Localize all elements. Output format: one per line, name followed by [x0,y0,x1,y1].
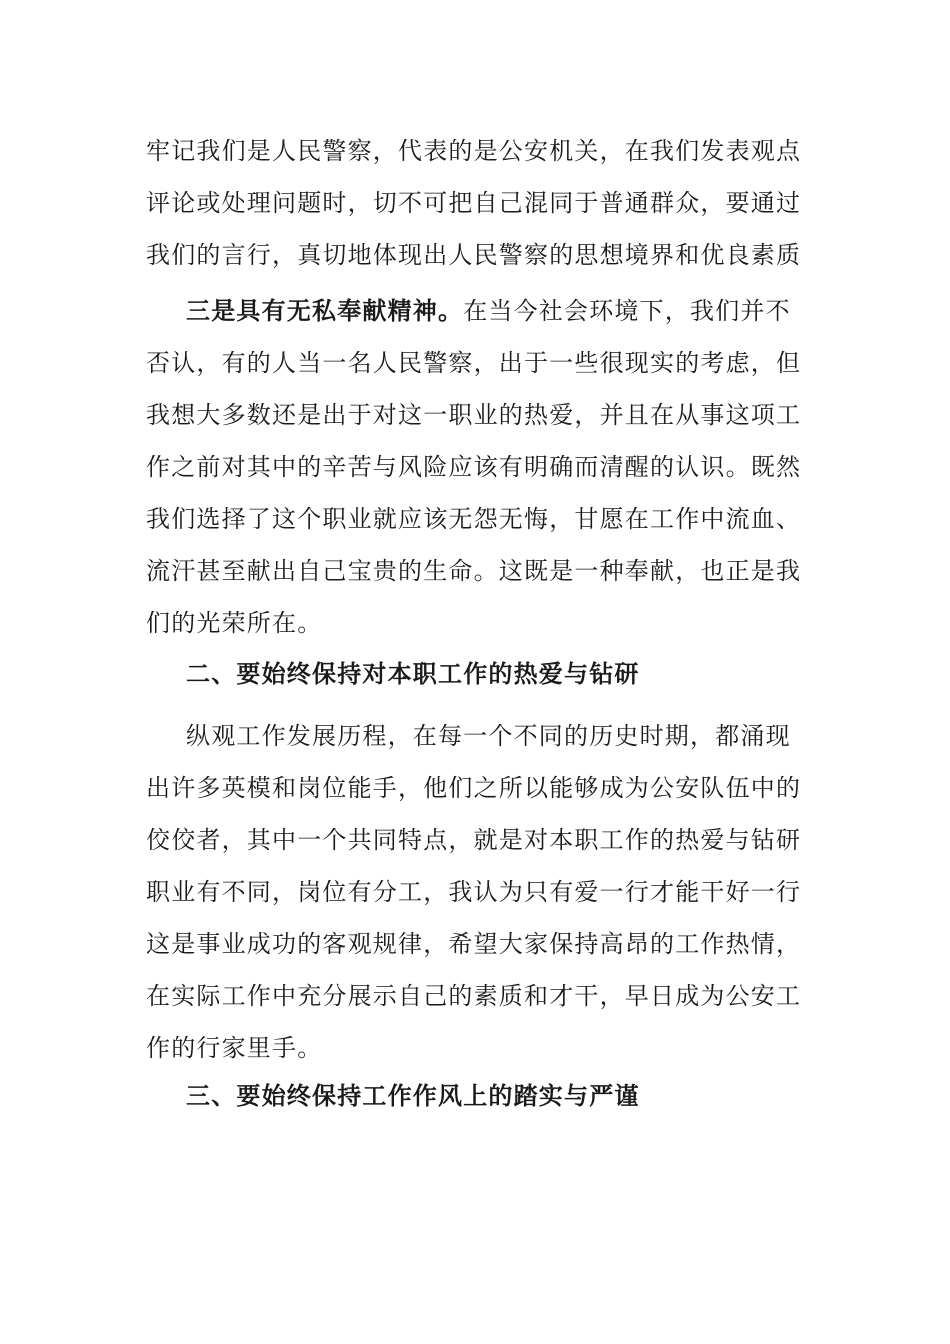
paragraph-3-line: 佼佼者，其中一个共同特点，就是对本职工作的热爱与钻研 [146,826,802,854]
paragraph-2-lead-rest: 在当今社会环境下，我们并不 [463,297,791,325]
paragraph-3-line: 这是事业成功的客观规律，希望大家保持高昂的工作热情， [146,930,802,958]
paragraph-3-line: 作的行家里手。 [146,1034,323,1062]
paragraph-3 [146,710,810,1074]
section-heading-2: 二、要始终保持对本职工作的热爱与钻研 [186,659,640,688]
paragraph-2-line: 作之前对其中的辛苦与风险应该有明确而清醒的认识。既然 [146,453,802,481]
paragraph-2-line: 我想大多数还是出于对这一职业的热爱，并且在从事这项工 [146,401,802,429]
paragraph-3-line: 出许多英模和岗位能手，他们之所以能够成为公安队伍中的 [146,774,802,802]
paragraph-2-line: 流汗甚至献出自己宝贵的生命。这既是一种奉献，也正是我 [146,557,802,585]
paragraph-3-line: 纵观工作发展历程，在每一个不同的历史时期，都涌现 [186,722,791,750]
paragraph-2-line: 我们选择了这个职业就应该无怨无悔，甘愿在工作中流血、 [146,505,802,533]
paragraph-1 [146,125,810,281]
paragraph-2-lead: 三是具有无私奉献精神。 [186,296,464,325]
paragraph-3-line: 职业有不同，岗位有分工，我认为只有爱一行才能干好一行 [146,878,802,906]
paragraph-2-line: 们的光荣所在。 [146,609,323,637]
section-heading-3: 三、要始终保持工作作风上的踏实与严谨 [186,1081,640,1110]
paragraph-2 [146,285,810,649]
paragraph-1-line: 我们的言行，真切地体现出人民警察的思想境界和优良素质 [146,241,802,269]
paragraph-2-first-line [146,285,810,337]
paragraph-2-line: 否认，有的人当一名人民警察，出于一些很现实的考虑，但 [146,349,802,377]
paragraph-1-line: 评论或处理问题时，切不可把自己混同于普通群众，要通过 [146,189,802,217]
paragraph-1-line: 牢记我们是人民警察，代表的是公安机关，在我们发表观点 [146,137,802,165]
paragraph-3-line: 在实际工作中充分展示自己的素质和才干，早日成为公安工 [146,982,802,1010]
